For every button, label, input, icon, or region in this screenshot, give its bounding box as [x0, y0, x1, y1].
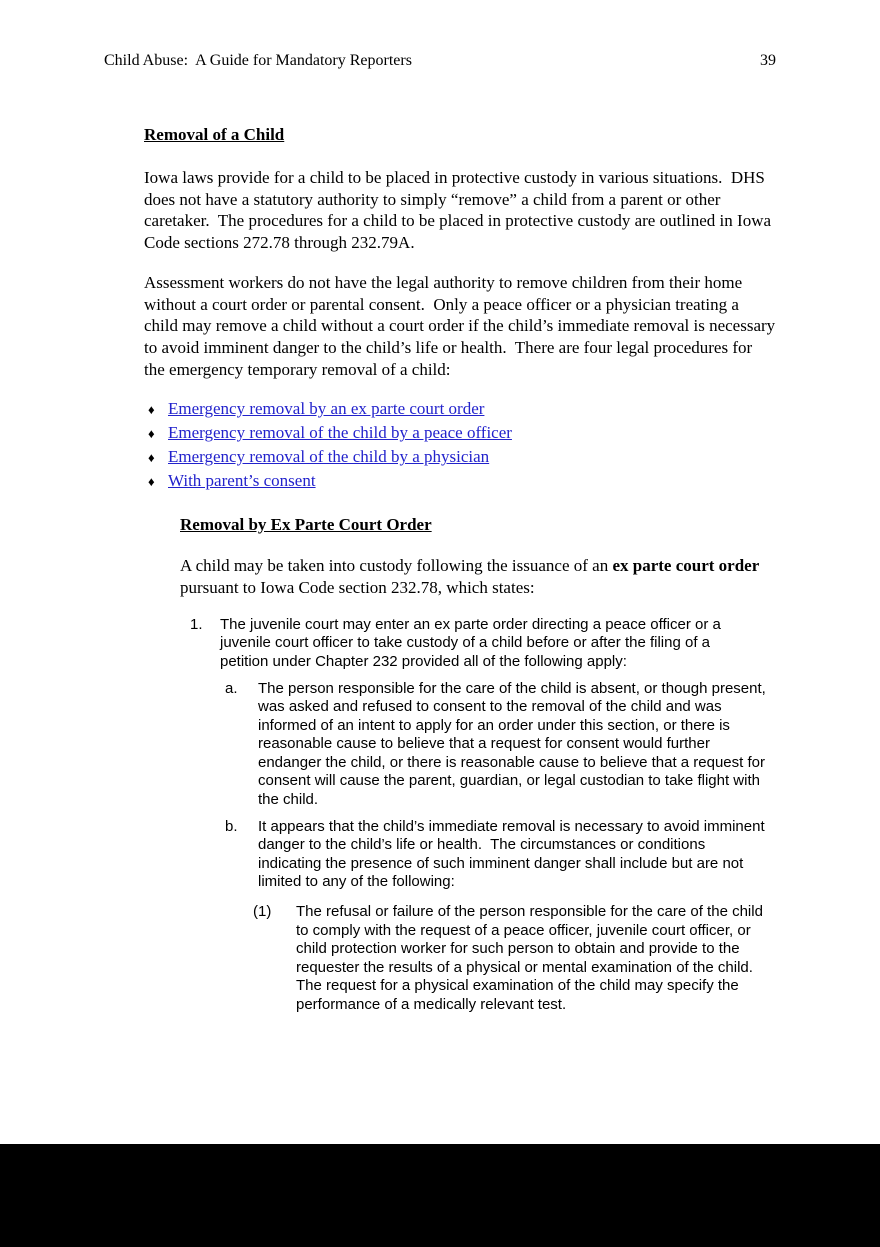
- link-ex-parte-court-order[interactable]: Emergency removal by an ex parte court order: [168, 399, 485, 419]
- list-marker: (1): [253, 903, 272, 921]
- page-number: 39: [760, 52, 776, 69]
- link-peace-officer[interactable]: Emergency removal of the child by a peace officer: [168, 423, 512, 443]
- statute-text: The person responsible for the care of the child is absent, or though present, was asked and refused to consent to the removal of the child and was informed of an intent to apply for an order under this section, or there is reasonable cause to believe that a request for consent would further endanger the child, or there is reasonable cause to believe that a request for consent will cause the parent, guardian, or legal custodian to take flight with the child.: [258, 679, 770, 809]
- page-content: [144, 125, 780, 1015]
- section-heading: Removal of a Child: [144, 125, 285, 144]
- running-header: [0, 0, 880, 70]
- diamond-bullet-icon: ♦: [148, 402, 155, 418]
- link-physician[interactable]: Emergency removal of the child by a physician: [168, 447, 490, 467]
- statute-item-a: [225, 680, 776, 810]
- subsection-heading: Removal by Ex Parte Court Order: [180, 515, 432, 535]
- statute-item-1: [190, 616, 776, 672]
- statute-text: The refusal or failure of the person responsible for the care of the child to comply with the request of a peace officer, juvenile court officer, or child protection worker for such person to obtain and provide to the requester the results of a physical or mental examination of the child. The request for a physical examination of the child may specify the performance of a medically relevant test.: [296, 903, 768, 1014]
- diamond-bullet-icon: ♦: [148, 450, 155, 466]
- removal-procedures-list: [144, 397, 776, 493]
- intro-bold-phrase: ex parte court order: [612, 556, 760, 576]
- header-title: Child Abuse: A Guide for Mandatory Reporters: [104, 52, 412, 69]
- list-marker: 1.: [190, 615, 203, 633]
- list-item: [144, 445, 776, 469]
- intro-text: A child may be taken into custody following the issuance of an: [180, 556, 613, 576]
- diamond-bullet-icon: ♦: [148, 426, 155, 442]
- page-end-black-band: [0, 1144, 880, 1247]
- list-marker: b.: [225, 817, 238, 835]
- statute-text: The juvenile court may enter an ex parte order directing a peace officer or a juvenile court officer to take custody of a child before or after the filing of a petition under Chapter 232 provided all of the following apply:: [220, 615, 726, 670]
- list-item: [144, 397, 776, 421]
- intro-text: pursuant to Iowa Code section 232.78, which states:: [180, 556, 764, 598]
- list-marker: a.: [225, 679, 238, 697]
- list-item: [144, 421, 776, 445]
- statute-list: [180, 616, 776, 1015]
- link-parents-consent[interactable]: With parent’s consent: [168, 471, 316, 491]
- paragraph-protective-custody: Iowa laws provide for a child to be placed in protective custody in various situations. DHS does not have a statutory authority to simply “remove” a child from a parent or other caretaker. The procedures for a child to be placed in protective custody are outlined in Iowa Code sections 272.78 through 232.79A.: [144, 168, 776, 253]
- statute-item-b: [225, 818, 776, 892]
- paragraph-assessment-workers: Assessment workers do not have the legal authority to remove children from their home without a court order or parental consent. Only a peace officer or a physician treating a child may remove a child without a court order if the child’s immediate removal is necessary to avoid imminent danger to the child’s life or health. There are four legal procedures for the emergency temporary removal of a child:: [144, 272, 780, 379]
- paragraph-custody-intro: [180, 555, 780, 598]
- list-item: [144, 469, 776, 493]
- statute-item-paren-1: [253, 903, 776, 1015]
- subsection-ex-parte: [180, 515, 776, 1014]
- diamond-bullet-icon: ♦: [148, 474, 155, 490]
- statute-text: It appears that the child’s immediate removal is necessary to avoid imminent danger to the child’s life or health. The circumstances or conditions indicating the presence of such imminent danger shall include but are not limited to any of the following:: [258, 817, 769, 891]
